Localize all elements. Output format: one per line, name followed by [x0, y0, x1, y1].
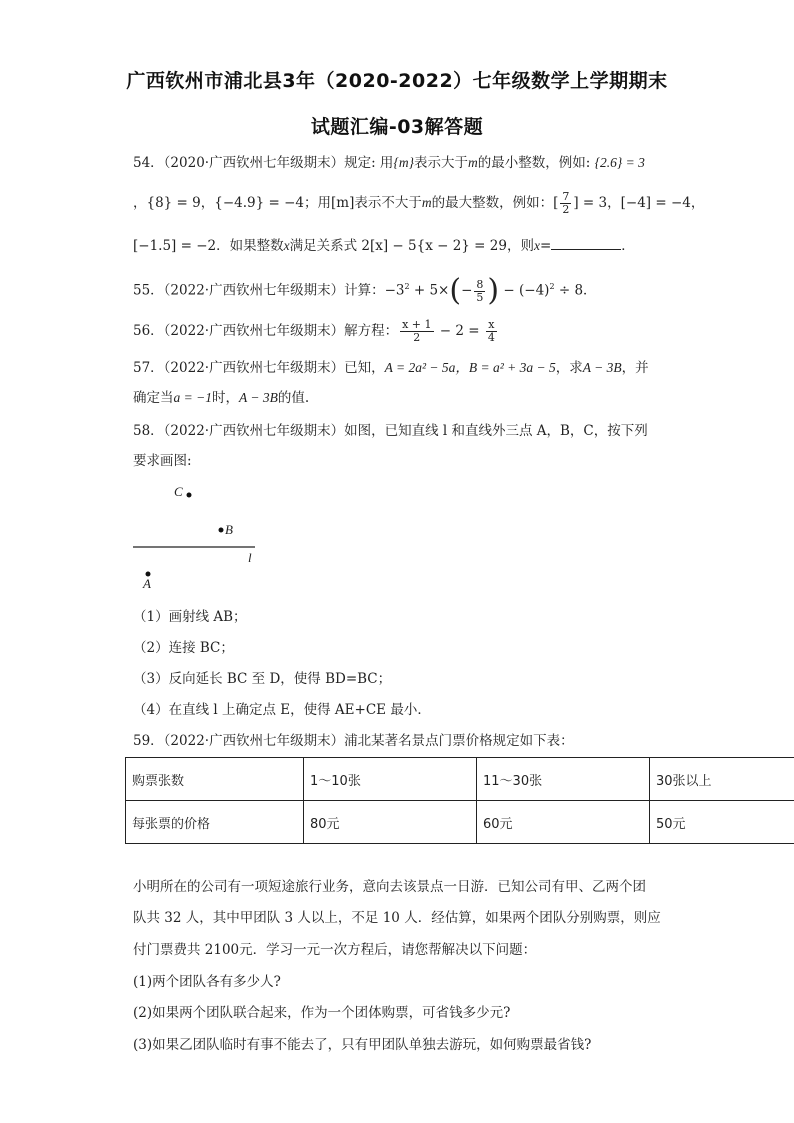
exponent: 2: [404, 282, 410, 291]
table-cell: 每张票的价格: [126, 801, 304, 844]
q59-paragraph-1: 小明所在的公司有一项短途旅行业务，意向去该景点一日游．已知公司有甲、乙两个团: [133, 879, 646, 895]
table-cell: 购票张数: [126, 758, 304, 801]
q54-text: [−1.5] = −2．如果整数: [133, 238, 284, 254]
paren-left: (: [449, 273, 462, 308]
q57-line2: [133, 388, 309, 408]
q54-text: ] = 3，[−4] = −4，: [573, 195, 705, 211]
q54-text: =: [539, 238, 552, 254]
q54-text: ，{8} = 9，{−4.9} = −4；用[m]表示不大于: [133, 195, 422, 211]
q54-text: 表示大于: [413, 155, 468, 171]
q56-fraction-right: [486, 319, 497, 344]
q58-line2: 要求画图:: [133, 453, 192, 469]
q54-line1: [133, 153, 645, 173]
q55-text: − (−4): [499, 282, 550, 299]
fraction-denominator: 4: [487, 331, 495, 344]
point-a-label: A: [143, 576, 151, 591]
line-l-label: l: [248, 550, 252, 565]
q54-text: ．: [621, 238, 635, 254]
fraction-numerator: 8: [476, 277, 484, 291]
q54-math: x: [283, 238, 290, 253]
ticket-price-table: [125, 757, 794, 844]
q56-text: 56．（2022·广西钦州七年级期末）解方程：: [133, 323, 399, 339]
q55-fraction: [474, 279, 485, 304]
q54-text: 满足关系式 2[x] − 5{x − 2} = 29，则: [289, 238, 534, 254]
q57-text: ，并: [621, 360, 649, 376]
q55-line: 55．（2022·广西钦州七年级期末）计算：$-3^2 + 5\times(-$ $\frac{8}{5}$ ) − $(-4)^2 \div 8$．: [133, 273, 597, 308]
answer-blank[interactable]: [551, 237, 621, 250]
q58-line1: 58．（2022·广西钦州七年级期末）如图，已知直线 l 和直线外三点 A，B，C，按下列: [133, 423, 648, 439]
q59-paragraph-3: 付门票费共 2100元．学习一元一次方程后，请您帮解决以下问题：: [133, 942, 537, 958]
table-cell: 80元: [304, 801, 477, 844]
exponent: 2: [549, 282, 555, 291]
fraction-denominator: 5: [476, 290, 484, 304]
q54-math: x: [533, 238, 540, 253]
q57-text: 确定当: [133, 390, 174, 406]
q54-math: m: [421, 195, 432, 210]
table-cell: 30张以上: [650, 758, 794, 801]
q59-sub-1: (1)两个团队各有多少人?: [133, 974, 281, 990]
point-c: [187, 493, 192, 498]
page-title-line1: 广西钦州市浦北县3年（2020-2022）七年级数学上学期期末: [126, 70, 668, 92]
q55-text: + 5×: [409, 282, 450, 299]
q56-text: − 2 =: [435, 323, 484, 339]
q54-math: {2.6} = 3: [594, 155, 645, 170]
q57-text: 57．（2022·广西钦州七年级期末）已知，: [133, 360, 385, 376]
table-cell: 50元: [650, 801, 794, 844]
q58-figure: [125, 480, 285, 595]
q54-text: 的最大整数，例如：[: [431, 195, 559, 211]
q57-text: ，求: [555, 360, 583, 376]
q56-line: [133, 319, 499, 344]
fraction-numerator: x + 1: [402, 318, 432, 331]
page-title-line2: 试题汇编-03解答题: [310, 116, 484, 138]
q56-fraction-left: [400, 319, 433, 344]
q58-item-3: （3）反向延长 BC 至 D，使得 BD=BC；: [133, 671, 392, 687]
point-b: [219, 528, 224, 533]
q59-paragraph-2: 队共 32 人，其中甲团队 3 人以上，不足 10 人．经估算，如果两个团队分别购票，则应: [133, 910, 661, 926]
q54-line3: [133, 236, 635, 256]
q55-text: 55．（2022·广西钦州七年级期末）计算：−3: [133, 282, 405, 299]
table-cell: 1～10张: [304, 758, 477, 801]
table-cell: 60元: [477, 801, 650, 844]
table-row: [126, 801, 794, 844]
q57-math: A − 3B: [238, 390, 278, 405]
q57-math: a = −1: [173, 390, 212, 405]
q54-math: m: [467, 155, 478, 170]
fraction-denominator: 2: [413, 331, 421, 344]
q58-item-2: （2）连接 BC；: [133, 640, 234, 656]
fraction-numerator: x: [486, 319, 497, 332]
q57-line1: [133, 358, 649, 378]
q59-sub-3: (3)如果乙团队临时有事不能去了，只有甲团队单独去游玩，如何购票最省钱?: [133, 1037, 592, 1053]
q59-line1: 59．（2022·广西钦州七年级期末）浦北某著名景点门票价格规定如下表：: [133, 733, 574, 749]
q58-item-4: （4）在直线 l 上确定点 E，使得 AE+CE 最小．: [133, 702, 431, 718]
q59-sub-2: (2)如果两个团队联合起来，作为一个团体购票，可省钱多少元?: [133, 1005, 511, 1021]
fraction-numerator: 7: [562, 190, 570, 203]
q57-text: 的值.: [277, 390, 310, 406]
point-c-label: C: [174, 484, 183, 499]
q57-math: A − 3B: [582, 360, 622, 375]
q55-text: ÷ 8．: [554, 282, 597, 299]
q57-text: 时，: [211, 390, 239, 406]
fraction-denominator: 2: [562, 203, 570, 216]
paren-right: ): [487, 273, 500, 308]
q54-text: 54．（2020·广西钦州七年级期末）规定: 用: [133, 155, 394, 171]
q54-line2: [133, 191, 704, 216]
q54-text: 的最小整数，例如:: [477, 155, 591, 171]
table-cell: 11～30张: [477, 758, 650, 801]
q54-math: {m}: [393, 155, 414, 170]
q54-fraction: [560, 191, 571, 216]
table-row: [126, 758, 794, 801]
q58-item-1: （1）画射线 AB；: [133, 609, 247, 625]
q57-math: A = 2a² − 5a，B = a² + 3a − 5: [384, 360, 556, 375]
point-b-label: B: [225, 522, 233, 537]
